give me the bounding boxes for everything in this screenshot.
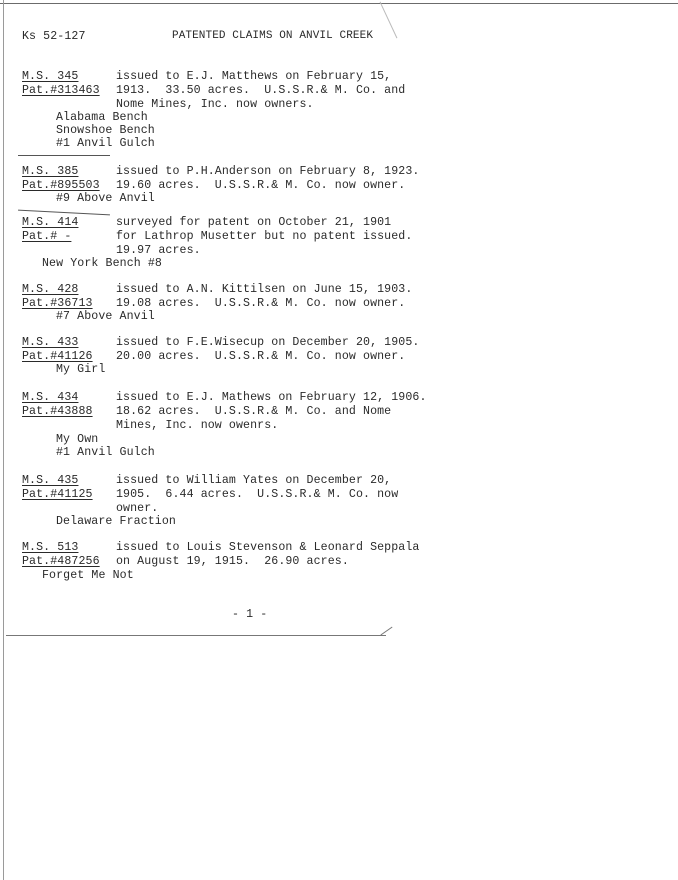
claim-name: Delaware Fraction: [56, 515, 176, 528]
document-reference: Ks 52-127: [22, 30, 86, 43]
entry-patent-number: Pat.#313463: [22, 84, 100, 97]
entry-text-line: issued to William Yates on December 20,: [116, 474, 392, 487]
entry-patent-number: Pat.# -: [22, 230, 72, 243]
entry-patent-number: Pat.#41126: [22, 350, 93, 363]
claim-name: New York Bench #8: [42, 257, 162, 270]
claim-name: My Own: [56, 433, 99, 446]
claim-name: #9 Above Anvil: [56, 192, 155, 205]
entry-text-line: issued to E.J. Matthews on February 15,: [116, 70, 392, 83]
entry-text-line: Mines, Inc. now owenrs.: [116, 419, 279, 432]
claim-name: Snowshoe Bench: [56, 124, 155, 137]
entry-text-line: 1905. 6.44 acres. U.S.S.R.& M. Co. now: [116, 488, 399, 501]
scan-artifact-line: [380, 2, 398, 39]
entry-ms-number: M.S. 385: [22, 165, 79, 178]
entry-ms-number: M.S. 434: [22, 391, 79, 404]
entry-ms-number: M.S. 435: [22, 474, 79, 487]
entry-text-line: Nome Mines, Inc. now owners.: [116, 98, 314, 111]
claim-name: #1 Anvil Gulch: [56, 446, 155, 459]
entry-ms-number: M.S. 414: [22, 216, 79, 229]
entry-text-line: issued to P.H.Anderson on February 8, 1923.: [116, 165, 420, 178]
page-number: - 1 -: [232, 608, 268, 621]
entry-patent-number: Pat.#36713: [22, 297, 93, 310]
document-title: PATENTED CLAIMS ON ANVIL CREEK: [172, 30, 374, 42]
entry-ms-number: M.S. 513: [22, 541, 79, 554]
entry-text-line: 19.08 acres. U.S.S.R.& M. Co. now owner.: [116, 297, 406, 310]
entry-ms-number: M.S. 433: [22, 336, 79, 349]
entry-text-line: surveyed for patent on October 21, 1901: [116, 216, 392, 229]
entry-patent-number: Pat.#487256: [22, 555, 100, 568]
page-bottom-rule: [6, 635, 386, 636]
entry-text-line: issued to E.J. Mathews on February 12, 1906.: [116, 391, 427, 404]
page-top-edge: [0, 3, 678, 4]
entry-text-line: for Lathrop Musetter but no patent issued.: [116, 230, 413, 243]
entry-text-line: 1913. 33.50 acres. U.S.S.R.& M. Co. and: [116, 84, 406, 97]
entry-text-line: issued to A.N. Kittilsen on June 15, 1903.: [116, 283, 413, 296]
claim-name: Alabama Bench: [56, 111, 148, 124]
entry-text-line: 20.00 acres. U.S.S.R.& M. Co. now owner.: [116, 350, 406, 363]
entry-text-line: 18.62 acres. U.S.S.R.& M. Co. and Nome: [116, 405, 392, 418]
entry-patent-number: Pat.#895503: [22, 179, 100, 192]
entry-ms-number: M.S. 428: [22, 283, 79, 296]
entry-ms-number: M.S. 345: [22, 70, 79, 83]
entry-patent-number: Pat.#43888: [22, 405, 93, 418]
page-corner-mark: [380, 627, 392, 636]
claim-name: #1 Anvil Gulch: [56, 137, 155, 150]
entry-patent-number: Pat.#41125: [22, 488, 93, 501]
entry-text-line: owner.: [116, 502, 159, 515]
separator-rule: [18, 155, 110, 156]
entry-text-line: 19.60 acres. U.S.S.R.& M. Co. now owner.: [116, 179, 406, 192]
separator-rule: [18, 210, 110, 216]
claim-name: Forget Me Not: [42, 569, 134, 582]
entry-text-line: on August 19, 1915. 26.90 acres.: [116, 555, 349, 568]
entry-text-line: issued to F.E.Wisecup on December 20, 1905.: [116, 336, 420, 349]
claim-name: #7 Above Anvil: [56, 310, 155, 323]
entry-text-line: 19.97 acres.: [116, 244, 201, 257]
claim-name: My Girl: [56, 363, 106, 376]
page-left-edge: [3, 0, 4, 880]
entry-text-line: issued to Louis Stevenson & Leonard Seppala: [116, 541, 420, 554]
